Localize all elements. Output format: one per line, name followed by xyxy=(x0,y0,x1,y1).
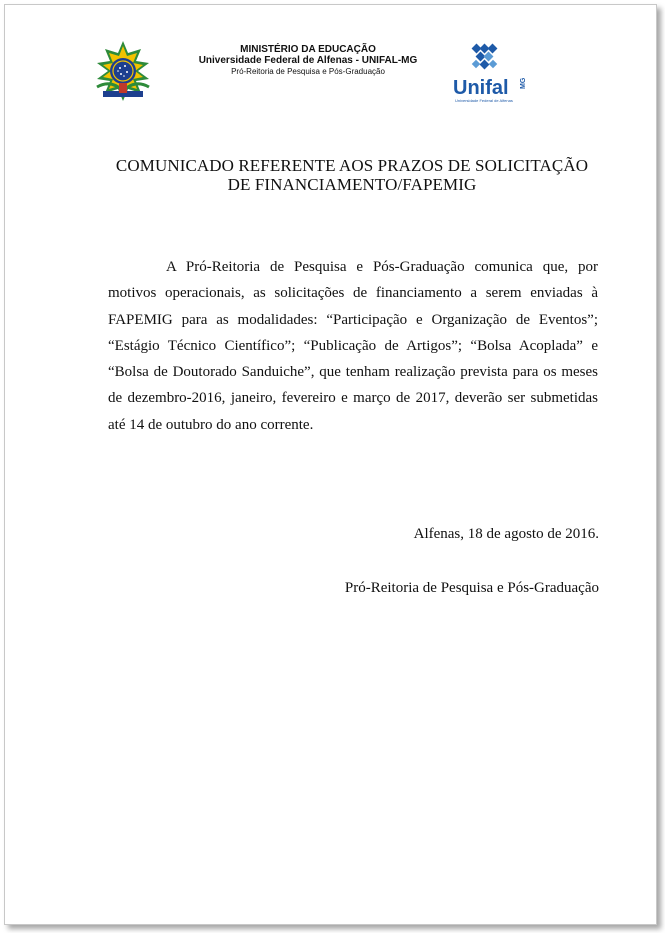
document-body xyxy=(108,254,598,438)
unifal-suffix: MG xyxy=(520,77,527,89)
title-line-2: DE FINANCIAMENTO/FAPEMIG xyxy=(227,175,477,194)
title-line-1: COMUNICADO REFERENTE AOS PRAZOS DE SOLICITAÇÃO xyxy=(115,156,589,175)
unifal-wordmark: Unifal xyxy=(453,77,509,99)
letterhead xyxy=(5,5,656,115)
letterhead-text xyxy=(155,44,461,77)
university-name: Universidade Federal de Alfenas - UNIFAL-MG xyxy=(198,55,418,66)
document-page xyxy=(4,4,657,925)
ministry-name: MINISTÉRIO DA EDUCAÇÃO xyxy=(240,44,376,55)
signature-line: Pró-Reitoria de Pesquisa e Pós-Graduação xyxy=(344,580,599,596)
document-title xyxy=(105,156,599,194)
date-line: Alfenas, 18 de agosto de 2016. xyxy=(413,526,599,542)
department-name: Pró-Reitoria de Pesquisa e Pós-Graduação xyxy=(231,67,385,76)
brazil-coat-of-arms-icon xyxy=(91,39,155,103)
body-paragraph: A Pró-Reitoria de Pesquisa e Pós-Graduação comunica que, por motivos operacionais, as solicitações de financiamento a serem enviadas à FAPEMIG para as modalidades: “Participação e Organização de Eventos”; “Estágio Técnico Científico”; “Publicação de Artigos”; “Bolsa Acoplada” e “Bolsa de Doutorado Sanduiche”, que tenham realização prevista para os meses de dezembro-2016, janeiro, fevereiro e março de 2017, deverão ser submetidas até 14 de outubro do ano corrente. xyxy=(108,259,598,433)
unifal-logo-icon xyxy=(445,41,535,107)
unifal-tagline: Universidade Federal de Alfenas xyxy=(455,98,513,103)
